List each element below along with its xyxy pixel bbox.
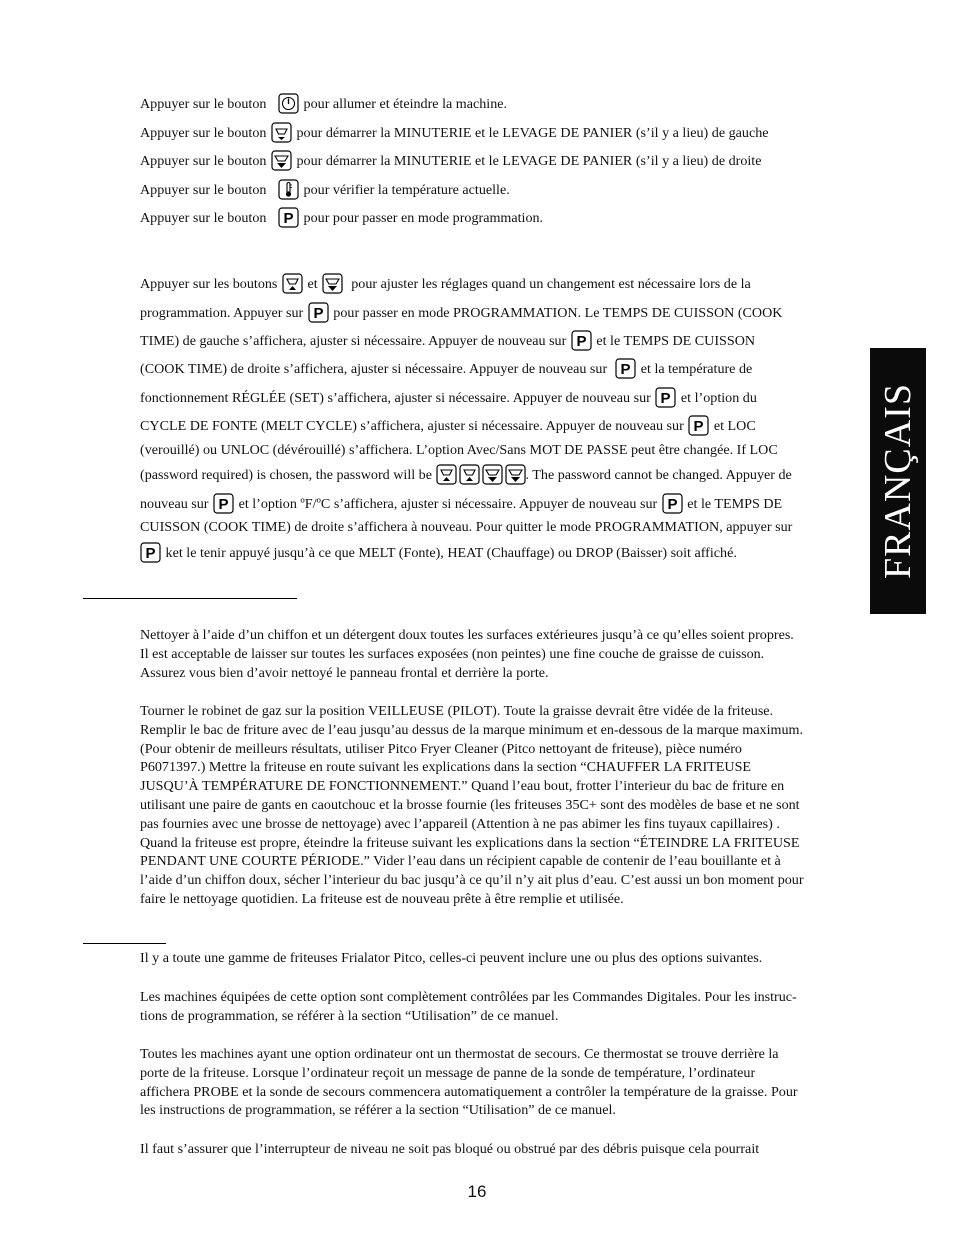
svg-text:P: P [667, 496, 678, 513]
text-run: Appuyer sur les boutons [140, 276, 278, 292]
programming-line-1 [140, 273, 751, 294]
text-run: (verouillé) ou UNLOC (dévérouillé) s’affichera. L’option Avec/Sans MOT DE PASSE peut être changée. If LOC [140, 442, 778, 458]
text-line: affichera PROBE et la sonde de secours commencera automatiquement a contrôler la température de la graisse. Pour [140, 1083, 798, 1100]
svg-text:P: P [620, 361, 631, 378]
text-line: utilisant une paire de gants en caoutchouc et la brosse fournie (les friteuses 35C+ sont des modèles de base et ne sont [140, 796, 800, 813]
text-run: et l’option ºF/ºC s’affichera, ajuster si nécessaire. Appuyer de nouveau sur [238, 496, 658, 512]
button-line-power [140, 93, 507, 114]
line-prefix: Appuyer sur le bouton [140, 125, 267, 141]
password-icon-sequence [436, 467, 526, 483]
text-line: Les machines équipées de cette option sont complètement contrôlées par les Commandes Digitales. Pour les instruc- [140, 989, 797, 1005]
text-line: pas fournies avec une brosse de nettoyage) avec l’appareil (Attention à ne pas abimer les fins tuyaux capillaires) . [140, 815, 780, 832]
line-prefix: Appuyer sur le bouton [140, 182, 267, 198]
up-arrow-icon [436, 464, 457, 485]
text-line: faire le nettoyage quotidien. La friteuse est de nouveau prête à être remplie et utilisée. [140, 890, 624, 907]
text-run: et la température de [640, 361, 753, 377]
text-run: (COOK TIME) de droite s’affichera, ajuster si nécessaire. Appuyer de nouveau sur [140, 361, 608, 377]
text-run: pour passer en mode PROGRAMMATION. Le TEMPS DE CUISSON (COOK [333, 305, 783, 321]
program-p-icon [140, 542, 161, 563]
text-run: (password required) is chosen, the password will be [140, 467, 432, 483]
svg-text:P: P [313, 305, 324, 322]
text-line: tions de programmation, se référer à la section “Utilisation” de ce manuel. [140, 1007, 559, 1024]
down-arrow-icon [505, 464, 526, 485]
line-text: pour pour passer en mode programmation. [303, 210, 544, 226]
text-line: les instructions de programmation, se référer a la section “Utilisation” de ce manuel. [140, 1102, 616, 1119]
thermometer-icon [278, 179, 299, 200]
text-run: et LOC [713, 418, 756, 434]
line-prefix: Appuyer sur le bouton [140, 210, 267, 226]
text-line: l’aide d’un chiffon doux, sécher l’interieur du bac jusqu’à ce qu’il n’y ait plus d’eau. C’est aussi un bon moment pour [140, 872, 804, 889]
text-line: Il est acceptable de laisser sur toutes les surfaces exposées (non peintes) une fine couche de graisse de cuisson. [140, 645, 765, 662]
text-run: et le TEMPS DE [687, 496, 783, 512]
text-line: porte de la friteuse. Lorsque l’ordinateur reçoit un message de panne de la sonde de température, l’ordinateur [140, 1064, 756, 1081]
page-number: 16 [467, 1182, 487, 1201]
line-prefix: Appuyer sur le bouton [140, 96, 267, 112]
text-run: fonctionnement RÉGLÉE (SET) s’affichera, ajuster si nécessaire. Appuyer de nouveau sur [140, 390, 651, 406]
text-run: nouveau sur [140, 496, 209, 512]
svg-text:P: P [576, 333, 587, 350]
text-line: Quand la friteuse est propre, éteindre la friteuse suivant les explications dans la section “ÉTEINDRE LA FRITEUSE [140, 834, 800, 851]
text-run: et [307, 276, 318, 292]
programming-line-10 [140, 517, 792, 537]
up-arrow-icon [459, 464, 480, 485]
text-run: TIME) de gauche s’affichera, ajuster si nécessaire. Appuyer de nouveau sur [140, 333, 567, 349]
program-p-icon [615, 358, 636, 379]
program-p-icon [213, 493, 234, 514]
program-p-icon [688, 415, 709, 436]
text-run: et le TEMPS DE CUISSON [596, 333, 756, 349]
programming-line-7 [140, 440, 778, 460]
programming-line-8 [140, 464, 792, 485]
programming-line-6 [140, 415, 756, 436]
line-text: pour vérifier la température actuelle. [303, 182, 510, 198]
line-text: pour démarrer la MINUTERIE et le LEVAGE DE PANIER (s’il y a lieu) de droite [296, 153, 762, 169]
text-run: CYCLE DE FONTE (MELT CYCLE) s’affichera, ajuster si nécessaire. Appuyer de nouveau sur [140, 418, 684, 434]
cleaning-paragraph-2 [140, 702, 875, 909]
text-line: Toutes les machines ayant une option ordinateur ont un thermostat de secours. Ce thermostat se trouve derrière la [140, 1046, 779, 1062]
programming-line-3 [140, 330, 755, 351]
section-divider [83, 598, 297, 599]
text-run: CUISSON (COOK TIME) de droite s’affichera à nouveau. Pour quitter le mode PROGRAMMATION, appuyer sur [140, 519, 793, 535]
svg-text:P: P [283, 210, 294, 227]
svg-text:P: P [693, 418, 704, 435]
text-line: Il faut s’assurer que l’interrupteur de niveau ne soit pas bloqué ou obstrué par des débris puisque cela pourrait [140, 1141, 760, 1157]
down-arrow-icon [482, 464, 503, 485]
options-paragraph-4 [140, 1140, 875, 1159]
button-line-thermometer [140, 179, 510, 200]
svg-text:P: P [660, 390, 671, 407]
left-basket-icon [271, 122, 292, 143]
text-line: Il y a toute une gamme de friteuses Frialator Pitco, celles-ci peuvent inclure une ou plus des options suivantes. [140, 950, 763, 966]
text-line: P6071397.) Mettre la friteuse en route suivant les explications dans la section “CHAUFFER LA FRITEUSE [140, 759, 752, 776]
svg-text:P: P [145, 545, 156, 562]
program-p-icon [662, 493, 683, 514]
programming-line-4 [140, 358, 752, 379]
cleaning-paragraph-1 [140, 626, 875, 682]
options-paragraph-3 [140, 1045, 875, 1120]
section-divider [83, 943, 166, 944]
right-basket-icon [271, 150, 292, 171]
text-run: programmation. Appuyer sur [140, 305, 304, 321]
power-icon [278, 93, 299, 114]
program-p-icon [655, 387, 676, 408]
options-paragraph-2 [140, 988, 875, 1026]
up-arrow-icon [282, 273, 303, 294]
svg-text:P: P [218, 496, 229, 513]
text-line: (Pour obtenir de meilleurs résultats, utiliser Pitco Fryer Cleaner (Pitco nettoyant de friteuse), pièce numéro [140, 740, 742, 757]
text-run: pour ajuster les réglages quand un changement est nécessaire lors de la [351, 276, 751, 292]
language-tab-label: FRANÇAIS [877, 383, 919, 579]
text-run: ket le tenir appuyé jusqu’à ce que MELT (Fonte), HEAT (Chauffage) ou DROP (Baisser) soit affiché. [165, 545, 737, 561]
programming-line-11 [140, 542, 737, 563]
line-text: pour démarrer la MINUTERIE et le LEVAGE DE PANIER (s’il y a lieu) de gauche [296, 125, 769, 141]
text-line: Assurez vous bien d’avoir nettoyé le panneau frontal et derrière la porte. [140, 664, 549, 681]
text-line: Tourner le robinet de gaz sur la position VEILLEUSE (PILOT). Toute la graisse devrait être vidée de la friteuse. [140, 703, 774, 719]
down-arrow-icon [322, 273, 343, 294]
text-line: PENDANT UNE COURTE PÉRIODE.” Vider l’eau dans un récipient capable de contenir de l’eau bouillante et à [140, 853, 781, 870]
button-line-program [140, 207, 543, 228]
program-p-icon [571, 330, 592, 351]
options-paragraph-1 [140, 949, 875, 968]
text-line: JUSQU’À TEMPÉRATURE DE FONCTIONNEMENT.” Quand l’eau bout, frotter l’interieur du bac de friture en [140, 778, 785, 795]
line-prefix: Appuyer sur le bouton [140, 153, 267, 169]
line-text: pour allumer et éteindre la machine. [303, 96, 508, 112]
text-run: . The password cannot be changed. Appuyer de [525, 467, 792, 483]
button-line-left-basket [140, 122, 769, 143]
text-line: Nettoyer à l’aide d’un chiffon et un détergent doux toutes les surfaces extérieures jusqu’à ce qu’elles soient propres. [140, 627, 794, 643]
program-p-icon [308, 302, 329, 323]
program-p-icon [278, 207, 299, 228]
button-line-right-basket [140, 150, 761, 171]
text-run: et l’option du [680, 390, 757, 406]
language-side-tab [870, 348, 926, 614]
text-line: Remplir le bac de friture avec de l’eau jusqu’au dessus de la marque minimum et en-dessous de la marque maximum. [140, 721, 803, 738]
programming-line-2 [140, 302, 782, 323]
programming-line-9 [140, 493, 782, 514]
programming-line-5 [140, 387, 757, 408]
